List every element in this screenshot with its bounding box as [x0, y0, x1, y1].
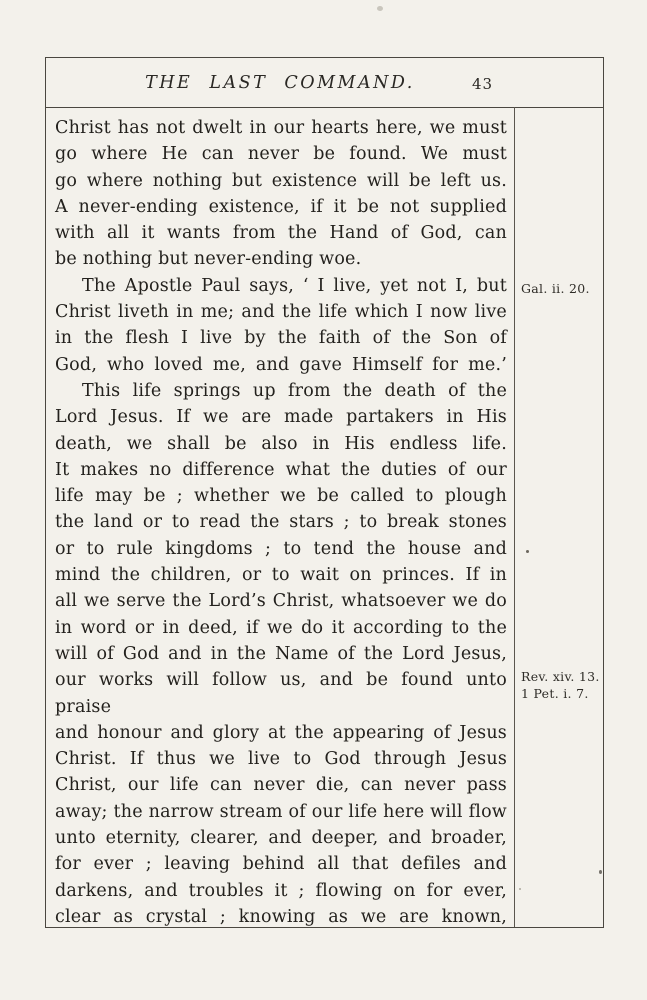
text-line: Christ has not dwelt in our hearts here, we must — [55, 118, 507, 138]
text-block — [55, 115, 507, 930]
text-line: This life springs up from the death of the — [82, 380, 507, 401]
text-line: will of God and in the Name of the Lord Jesus, — [55, 643, 507, 664]
margin-column — [514, 107, 601, 927]
text-line: with all it wants from the Hand of God, can — [55, 223, 507, 244]
text-line: Lord Jesus. If we are made partakers in His — [55, 407, 507, 428]
text-line: Christ liveth in me; and the life which I now live — [55, 302, 507, 323]
text-line: God, who loved me, and gave Himself for me.’ — [55, 354, 507, 375]
text-line: away; the narrow stream of our life here will flow — [55, 801, 507, 822]
text-line: our works will follow us, and be found unto praise — [55, 670, 507, 717]
margin-note: Gal. ii. 20. — [521, 281, 590, 296]
text-line: The Apostle Paul says, ‘ I live, yet not I, but — [82, 275, 507, 296]
text-line: unto eternity, clearer, and deeper, and broader, — [55, 828, 507, 849]
scan-speck — [526, 550, 529, 553]
running-header — [46, 58, 514, 107]
scan-speck — [519, 888, 521, 890]
page-number: 43 — [472, 75, 494, 93]
text-line: go where He can never be found. We must — [55, 144, 507, 165]
text-line: be nothing but never-ending woe. — [55, 249, 362, 270]
text-line: or to rule kingdoms ; to tend the house and — [55, 538, 507, 559]
page-border-box — [45, 57, 604, 928]
text-line: death, we shall be also in His endless life. — [55, 433, 507, 454]
text-line: for ever ; leaving behind all that defiles and — [55, 854, 507, 875]
text-line: all we serve the Lord’s Christ, whatsoever we do — [55, 591, 507, 612]
text-line: go where nothing but existence will be left us. — [55, 170, 507, 191]
scan-speck — [377, 6, 383, 11]
text-line: clear as crystal ; knowing as we are known, — [55, 906, 507, 927]
text-line: Christ, our life can never die, can never pass — [55, 775, 507, 796]
text-line: A never-ending existence, if it be not supplied — [55, 196, 507, 217]
text-line: in the flesh I live by the faith of the Son of — [55, 328, 507, 349]
text-line: Christ. If thus we live to God through Jesus — [55, 749, 507, 770]
text-line: in word or in deed, if we do it according to the — [55, 617, 507, 638]
text-line: mind the children, or to wait on princes. If in — [55, 565, 507, 586]
text-line: the land or to read the stars ; to break stones — [55, 512, 507, 533]
text-line: It makes no difference what the duties of our — [55, 459, 507, 480]
margin-note: 1 Pet. i. 7. — [521, 686, 589, 701]
text-line: life may be ; whether we be called to plough — [55, 486, 507, 507]
text-line: and honour and glory at the appearing of Jesus — [55, 722, 507, 743]
page-title: THE LAST COMMAND. — [145, 73, 415, 93]
scan-speck — [599, 870, 602, 874]
text-line: darkens, and troubles it ; flowing on for ever, — [55, 880, 507, 901]
margin-note: Rev. xiv. 13. — [521, 669, 600, 684]
